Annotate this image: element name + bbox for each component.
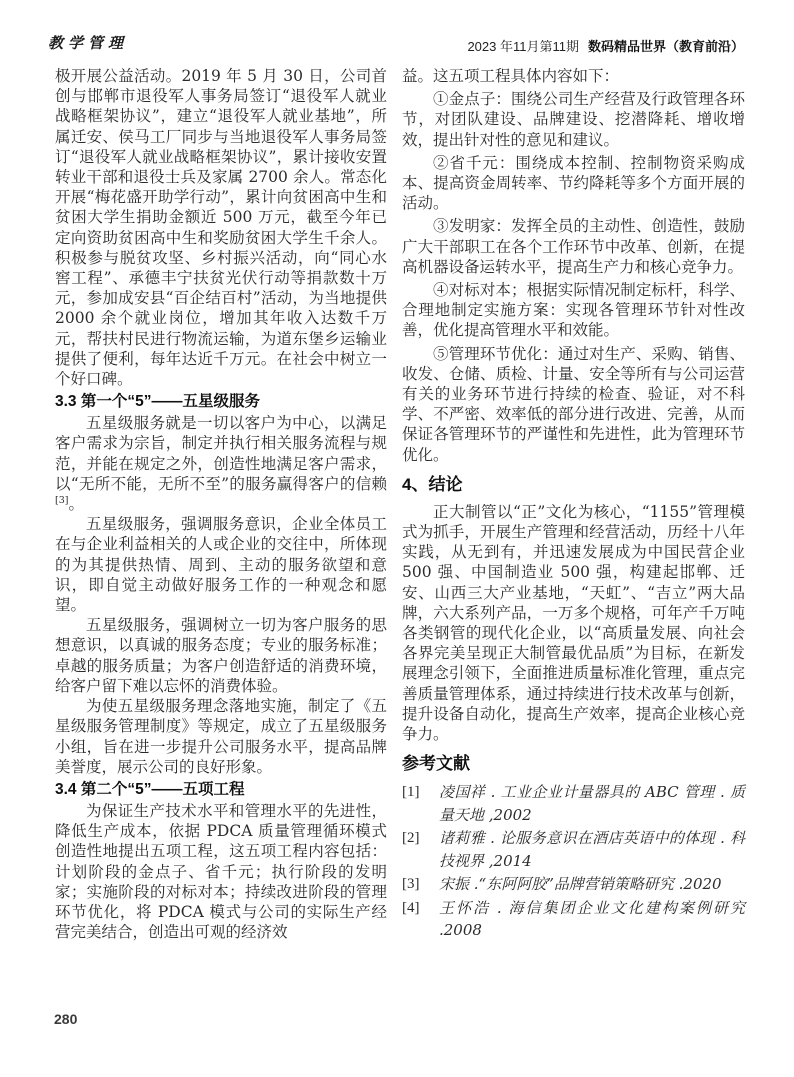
reference-text: 王怀浩 . 海信集团企业文化建构案例研究 .2008 bbox=[439, 898, 745, 940]
reference-marker: [3] bbox=[402, 876, 420, 893]
header-issue: 2023 年11月第11期 bbox=[467, 39, 579, 54]
reference-item bbox=[402, 873, 745, 896]
paragraph-five-projects-intro: 为保证生产技术水平和管理水平的先进性，降低生产成本，依据 PDCA 质量管理循环模式创造性地提出五项工程，这五项工程内容包括：计划阶段的金点子、省千元；执行阶段的发明家；实施阶段的对标对本；持续改进阶段的管理环节优化，将 PDCA 模式与公司的实际生产经营完美结合，创造出可观的经济效 bbox=[55, 801, 387, 942]
paragraph-social-responsibility: 极开展公益活动。2019 年 5 月 30 日，公司首创与邯郸市退役军人事务局签订“退役军人就业战略框架协议”，建立“退役军人就业基地”，所属迁安、侯马工厂同步与当地退役军人事务局签订“退役军人就业战略框架协议”，累计接收安置转业干部和退役士兵及家属 2700 余人。常态化开展“梅花盛开助学行动”，累计向贫困高中生和贫困大学生捐助金额近 500 万元，截至今年已定向资助贫困高中生和奖励贫困大学生千余人。积极参与脱贫攻坚、乡村振兴活动，向“同心水窖工程”、承德丰宁扶贫光伏行动等捐款数十万元，参加成安县“百企结百村”活动，为当地提供 2000 余个就业岗位，增加其年收入达数千万元，帮扶村民进行物流运输，为道东堡乡运输业提供了便利，每年达近千万元。在社会中树立一个好口碑。 bbox=[55, 67, 387, 389]
references-list bbox=[402, 781, 745, 942]
reference-text: 诸莉雅 . 论服务意识在酒店英语中的体现 . 科技视界 ,2014 bbox=[439, 829, 745, 870]
paragraph-service-system: 为使五星级服务理念落地实施，制定了《五星级服务管理制度》等规定，成立了五星级服务小组，旨在进一步提升公司服务水平，提高品牌美誉度，展示公司的良好形象。 bbox=[55, 697, 387, 776]
paragraph-tail: 。 bbox=[68, 495, 84, 514]
list-item-inventor: ③发明家：发挥全员的主动性、创造性，鼓励广大干部职工在各个工作环节中改革、创新，在提高机器设备运转水平，提高生产力和核心竞争力。 bbox=[402, 217, 745, 276]
reference-item bbox=[402, 897, 745, 942]
list-item-management-optimization: ⑤管理环节优化：通过对生产、采购、销售、收发、仓储、质检、计量、安全等所有与公司运营有关的业务环节进行持续的检查、验证，对不科学、不严密、效率低的部分进行改进、完善，从而保证各管理环节的严谨性和先进性，此为管理环节优化。 bbox=[402, 344, 745, 464]
section-heading-3-3: 3.3 第一个“5”——五星级服务 bbox=[55, 393, 260, 411]
reference-marker: [4] bbox=[402, 899, 420, 916]
references-heading: 参考文献 bbox=[402, 754, 470, 774]
section-heading-conclusion: 4、结论 bbox=[402, 474, 463, 494]
page-number: 280 bbox=[54, 1011, 78, 1027]
list-item-benchmarking: ④对标对本；根据实际情况制定标杆，科学、合理地制定实施方案：实现各管理环节针对性改善，优化提高管理水平和效能。 bbox=[402, 281, 745, 340]
right-column bbox=[402, 66, 745, 943]
paragraph-service-mindset: 五星级服务，强调树立一切为客户服务的思想意识，以真诚的服务态度；专业的服务标准；卓越的服务质量；为客户创造舒适的消费环境，给客户留下难以忘怀的消费体验。 bbox=[55, 616, 387, 695]
reference-text: 凌国祥 . 工业企业计量器具的 ABC 管理 . 质量天地 ,2002 bbox=[439, 783, 745, 824]
reference-item bbox=[402, 781, 745, 826]
paragraph-text: 五星级服务就是一切以客户为中心，以满足客户需求为宗旨，制定并执行相关服务流程与规范，并能在规定之外，创造性地满足客户需求，以“无所不能，无所不至”的服务赢得客户的信赖 bbox=[55, 414, 387, 493]
paragraph-conclusion: 正大制管以“正”文化为核心，“1155”管理模式为抓手，开展生产管理和经营活动，历经十八年实践，从无到有，并迅速发展成为中国民营企业 500 强、中国制造业 500 强，构建起邯郸、迁安、山西三大产业基地，“天虹”、“吉立”两大品牌，六大系列产品，一万多个规格，可年产千万吨各类钢管的现代化企业，以“高质量发展、向社会各界完美呈现正大制管最优品质”为目标，在新发展理念引领下，全面推进质量标准化管理，重点完善质量管理体系，通过持续进行技术改革与创新，提升设备自动化，提高生产效率，提高企业核心竞争力。 bbox=[402, 502, 745, 744]
reference-item bbox=[402, 827, 745, 872]
list-item-save-thousand: ②省千元：围绕成本控制、控制物资采购成本、提高资金周转率、节约降耗等多个方面开展的活动。 bbox=[402, 153, 745, 213]
header-journal-name: 数码精品世界（教育前沿） bbox=[587, 39, 744, 54]
reference-text: 宋振 .“东阿阿胶”品牌营销策略研究 .2020 bbox=[439, 875, 722, 894]
paragraph-service-definition bbox=[55, 413, 387, 514]
section-heading-3-4: 3.4 第二个“5”——五项工程 bbox=[55, 780, 245, 798]
list-item-golden-idea: ①金点子：围绕公司生产经营及行政管理各环节，对团队建设、品牌建设、挖潜降耗、增收增效，提出针对性的意见和建议。 bbox=[402, 90, 745, 149]
paragraph-service-awareness: 五星级服务，强调服务意识，企业全体员工在与企业利益相关的人或企业的交往中，所体现的为其提供热情、周到、主动的服务欲望和意识，即自觉主动做好服务工作的一种观念和愿望。 bbox=[55, 515, 387, 615]
page-header bbox=[467, 36, 744, 55]
citation-superscript: [3] bbox=[55, 494, 69, 506]
paragraph-projects-continued: 益。这五项工程具体内容如下： bbox=[402, 67, 620, 85]
header-column-title: 教学管理 bbox=[48, 34, 129, 52]
reference-marker: [1] bbox=[402, 784, 420, 801]
left-column bbox=[55, 66, 387, 943]
reference-marker: [2] bbox=[402, 830, 420, 847]
article-body bbox=[55, 66, 745, 943]
